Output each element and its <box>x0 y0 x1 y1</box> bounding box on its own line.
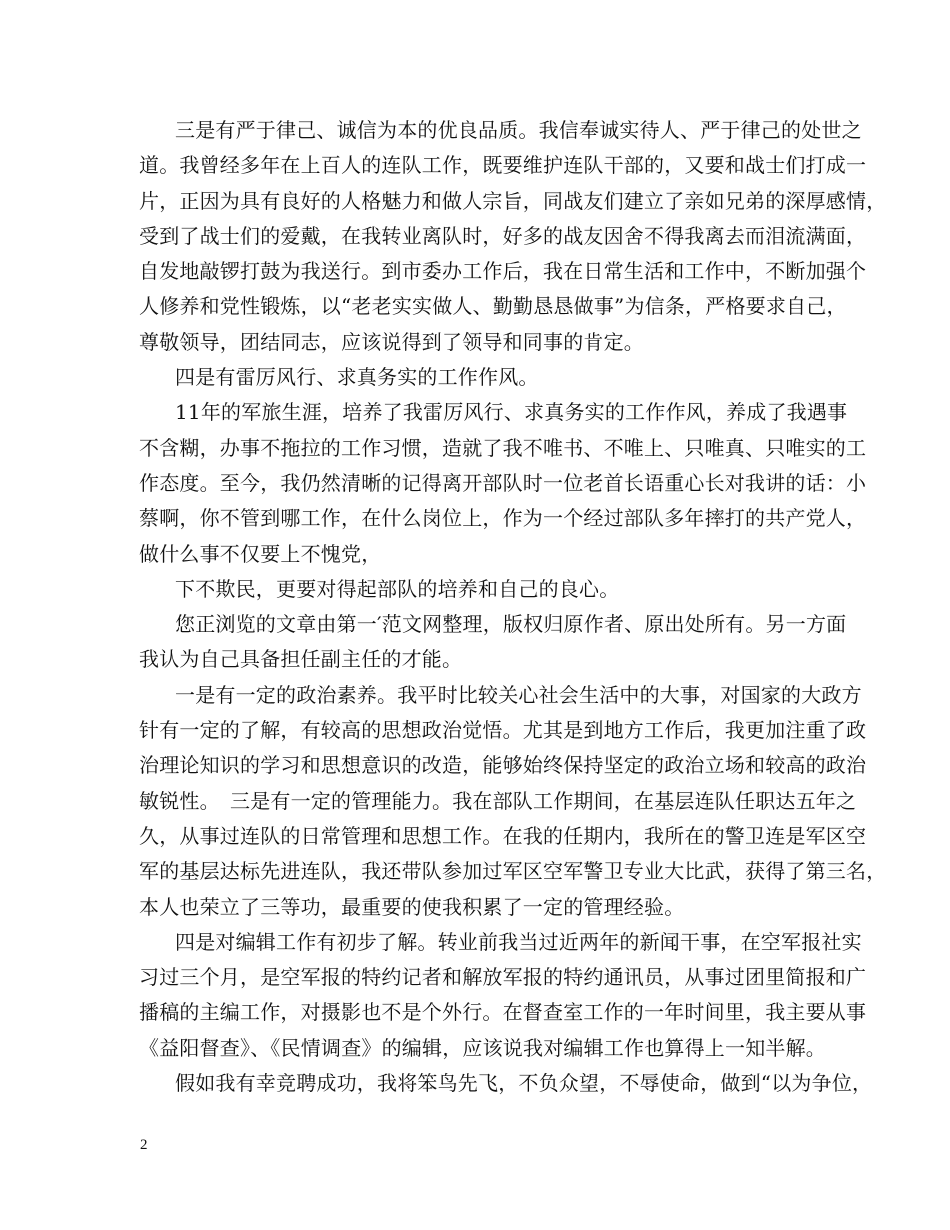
paragraph-line: 蔡啊，你不管到哪工作，在什么岗位上，作为一个经过部队多年摔打的共产党人， <box>139 506 867 531</box>
paragraph-line: 《益阳督查》、《民情调查》的编辑，应该说我对编辑工作也算得上一知半解。 <box>139 1035 826 1060</box>
paragraph-line: 受到了战士们的爱戴，在我转业离队时，好多的战友因舍不得我离去而泪流满面， <box>139 223 867 248</box>
paragraph-line: 人修养和党性锻炼，以“老老实实做人、勤勤恳恳做事”为信条，严格要求自己， <box>139 294 847 319</box>
paragraph-line: 尊敬领导，团结同志，应该说得到了领导和同事的肯定。 <box>139 329 644 354</box>
paragraph-line: 一是有一定的政治素养。我平时比较关心社会生活中的大事，对国家的大政方 <box>175 682 862 707</box>
paragraph-line: 我认为自己具备担任副主任的才能。 <box>139 647 463 672</box>
paragraph-line: 道。我曾经多年在上百人的连队工作，既要维护连队干部的，又要和战士们打成一 <box>139 153 867 178</box>
paragraph-line: 三是有严于律己、诚信为本的优良品质。我信奉诚实待人、严于律己的处世之 <box>175 118 862 142</box>
paragraph-line: 自发地敲锣打鼓为我送行。到市委办工作后，我在日常生活和工作中，不断加强个 <box>139 259 867 284</box>
paragraph-line: 针有一定的了解，有较高的思想政治觉悟。尤其是到地方工作后，我更加注重了政 <box>139 718 867 743</box>
paragraph-line: 不含糊，办事不拖拉的工作习惯，造就了我不唯书、不唯上、只唯真、只唯实的工 <box>139 435 867 460</box>
paragraph-line: 片，正因为具有良好的人格魅力和做人宗旨，同战友们建立了亲如兄弟的深厚感情， <box>139 188 887 213</box>
paragraph-line: 四是有雷厉风行、求真务实的工作作风。 <box>175 365 539 390</box>
paragraph-line: 敏锐性。 三是有一定的管理能力。我在部队工作期间，在基层连队任职达五年之 <box>139 788 857 813</box>
paragraph-line: 治理论知识的学习和思想意识的改造，能够始终保持坚定的政治立场和较高的政治 <box>139 753 867 778</box>
paragraph-line: 假如我有幸竞聘成功，我将笨鸟先飞，不负众望，不辱使命，做到“以为争位， <box>175 1071 873 1096</box>
paragraph-line: 您正浏览的文章由第一′范文网整理，版权归原作者、原出处所有。另一方面 <box>175 612 847 637</box>
paragraph-line: 习过三个月，是空军报的特约记者和解放军报的特约通讯员，从事过团里简报和广 <box>139 965 867 990</box>
paragraph-line: 久，从事过连队的日常管理和思想工作。在我的任期内，我所在的警卫连是军区空 <box>139 823 867 848</box>
page-number: 2 <box>140 1137 148 1153</box>
paragraph-line: 军的基层达标先进连队，我还带队参加过军区空军警卫专业大比武，获得了第三名， <box>139 859 887 884</box>
paragraph-line: 四是对编辑工作有初步了解。转业前我当过近两年的新闻干事，在空军报社实 <box>175 929 862 954</box>
paragraph-line: 播稿的主编工作，对摄影也不是个外行。在督查室工作的一年时间里，我主要从事 <box>139 1000 867 1025</box>
paragraph-line: 下不欺民，更要对得起部队的培养和自己的良心。 <box>175 576 620 601</box>
document-body <box>139 113 887 1101</box>
paragraph-line: 本人也荣立了三等功，最重要的使我积累了一定的管理经验。 <box>139 894 685 919</box>
paragraph-line: 11年的军旅生涯，培养了我雷厉风行、求真务实的工作作风，养成了我遇事 <box>175 400 848 425</box>
paragraph-line: 作态度。至今，我仍然清晰的记得离开部队时一位老首长语重心长对我讲的话：小 <box>139 470 867 495</box>
paragraph-line: 做什么事不仅要上不愧党， <box>139 541 382 566</box>
